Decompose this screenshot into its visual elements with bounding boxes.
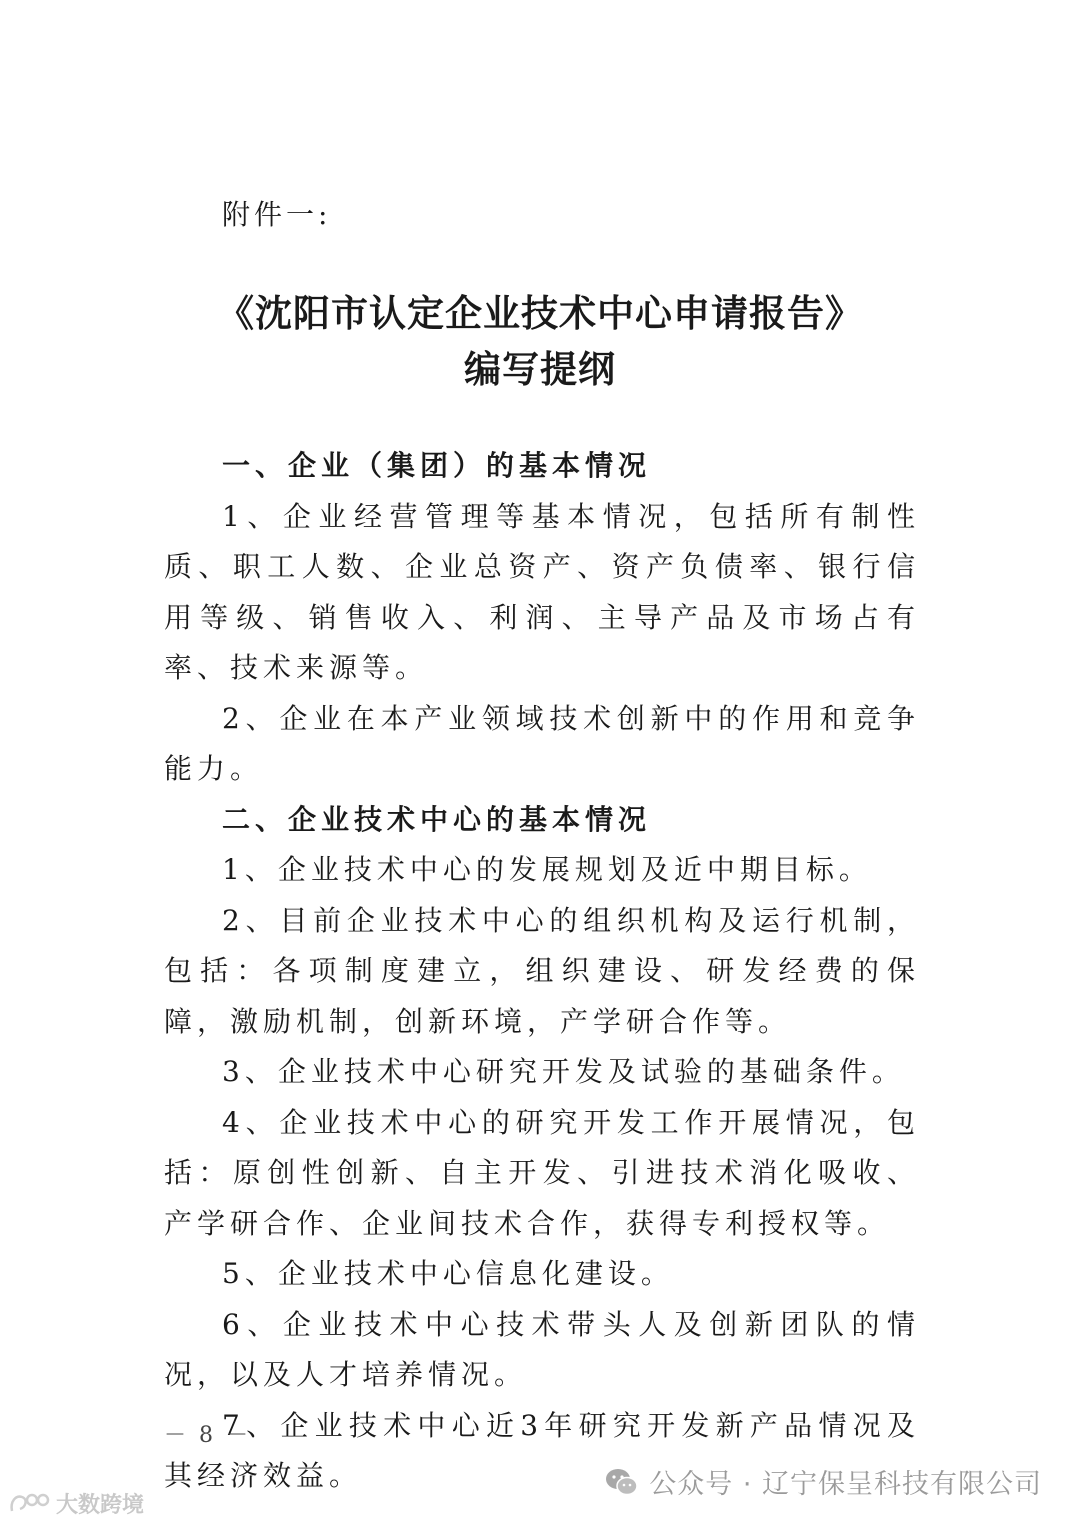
list-item: 5、企业技术中心信息化建设。 [222, 1257, 674, 1290]
wechat-watermark [605, 1462, 1042, 1501]
section-heading: 二、企业技术中心的基本情况 [222, 802, 652, 836]
section-heading: 一、企业（集团）的基本情况 [222, 449, 652, 482]
document-subtitle: 编写提纲 [464, 348, 616, 391]
document-title: 《沈阳市认定企业技术中心申请报告》 [217, 292, 863, 335]
brand-watermark [8, 1488, 144, 1519]
list-item: 4、企业技术中心的研究开发工作开展情况，包括：原创性创新、自主开发、引进技术消化吸收、产学研合作、企业间技术合作，获得专利授权等。 [164, 1105, 920, 1240]
list-item: 3、企业技术中心研究开发及试验的基础条件。 [222, 1055, 905, 1088]
attachment-label: 附件一: [222, 198, 332, 231]
list-item: 1、企业经营管理等基本情况，包括所有制性质、职工人数、企业总资产、资产负债率、银行信用等级、销售收入、利润、主导产品及市场占有率、技术来源等。 [164, 499, 920, 684]
list-item: 2、目前企业技术中心的组织机构及运行机制，包括：各项制度建立，组织建设、研发经费的保障，激励机制，创新环境，产学研合作等。 [164, 903, 920, 1038]
wechat-icon [605, 1467, 639, 1497]
list-item: 1、企业技术中心的发展规划及近中期目标。 [222, 853, 872, 886]
document-body [164, 441, 920, 1502]
list-item: 2、企业在本产业领域技术创新中的作用和竞争能力。 [164, 701, 920, 785]
list-item: 7、企业技术中心近3年研究开发新产品情况及其经济效益。 [164, 1408, 920, 1492]
wechat-watermark-text: 公众号 · 辽宁保呈科技有限公司 [649, 1469, 1042, 1500]
dashu-logo-icon [8, 1491, 52, 1517]
page-number: － 8 － [164, 1423, 251, 1448]
brand-watermark-text: 大数跨境 [56, 1493, 145, 1518]
list-item: 6、企业技术中心技术带头人及创新团队的情况，以及人才培养情况。 [164, 1307, 920, 1391]
